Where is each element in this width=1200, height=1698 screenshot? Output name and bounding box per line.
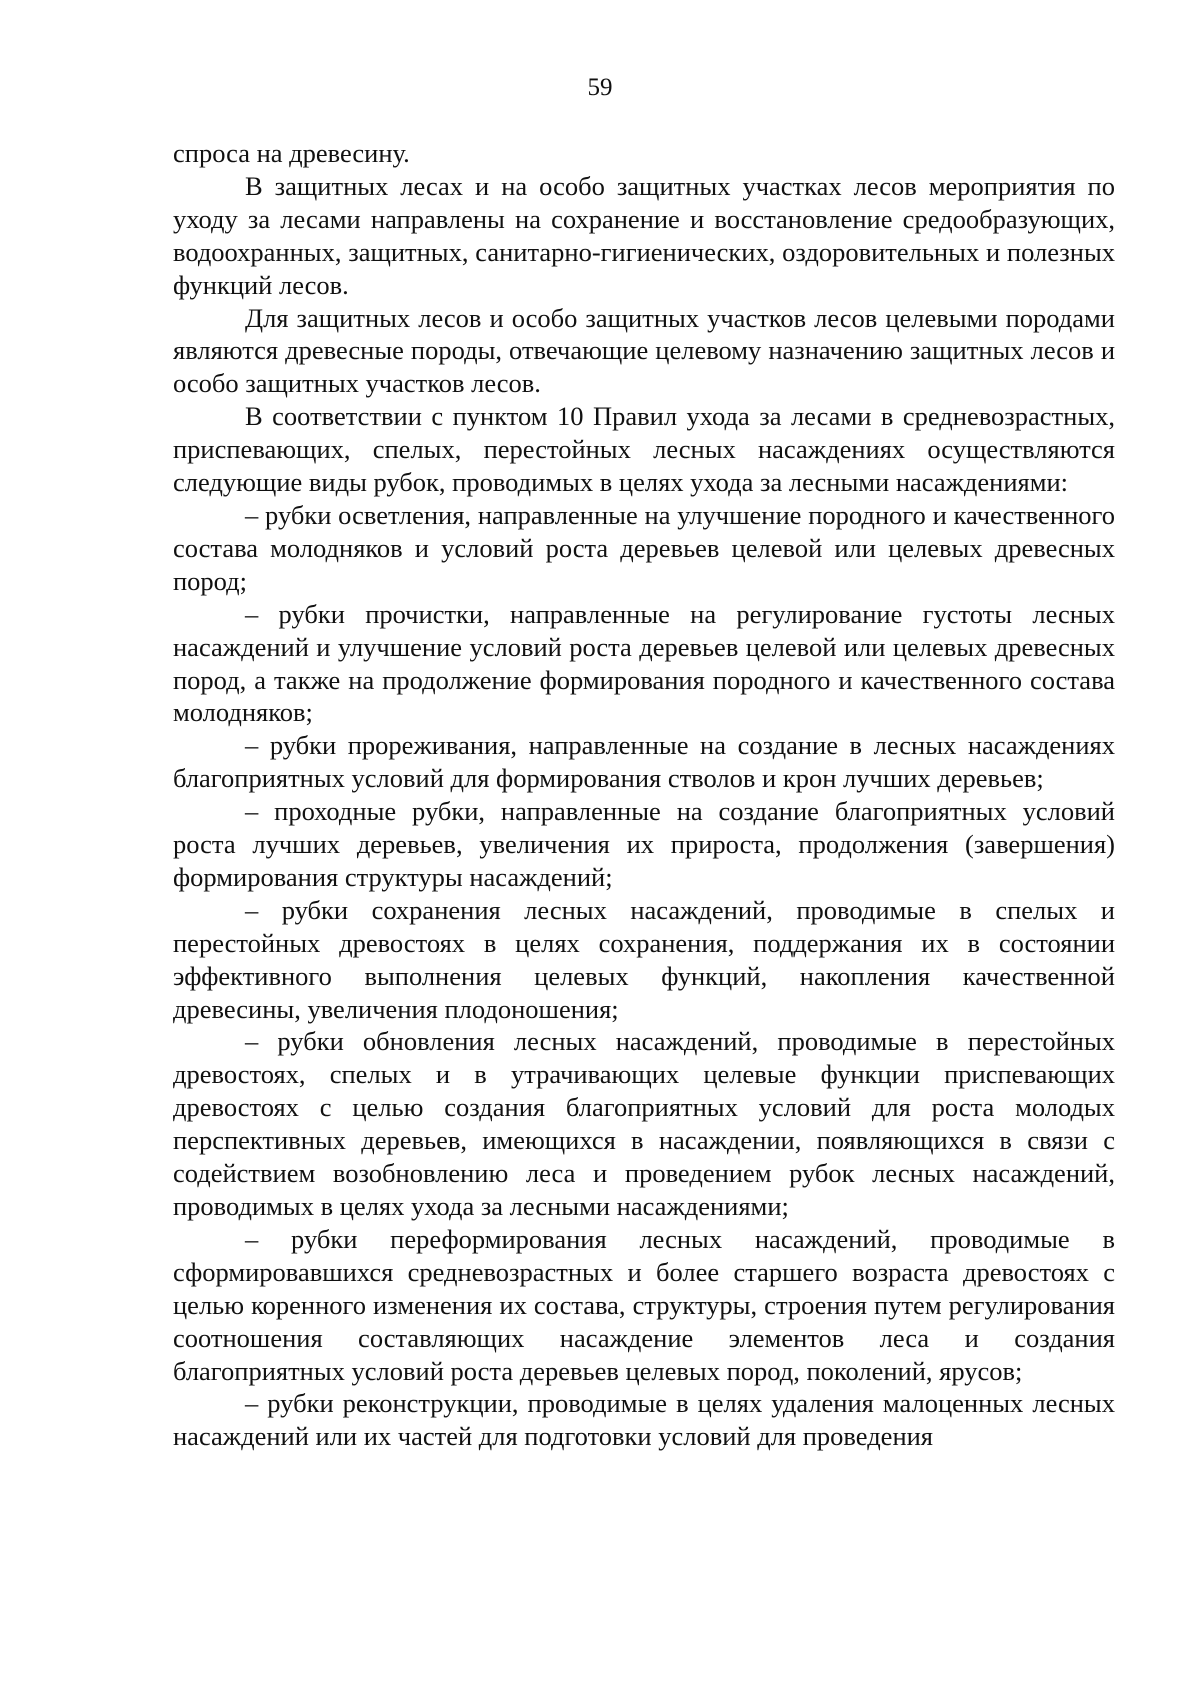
list-item-cleaning-felling: – рубки осветления, направленные на улучшение породного и качественного состава молодняков и условий роста деревьев целевой или целевых древесных пород; [173,499,1115,596]
paragraph-felling-types-intro: В соответствии с пунктом 10 Правил ухода за лесами в средневозрастных, приспевающих, спелых, перестойных лесных насаждениях осуществляются следующие виды рубок, проводимых в целях ухода за лесными насаждениями: [173,401,1115,498]
page-number: 59 [587,74,613,101]
list-item-clearing-felling: – рубки прочистки, направленные на регулирование густоты лесных насаждений и улучшение условий роста деревьев целевой или целевых древесных пород, а также на продолжение формирования породного и качественного состава молодняков; [173,598,1115,728]
list-item-reformation-felling: – рубки переформирования лесных насаждений, проводимые в сформировавшихся средневозрастных и более старшего возраста древостоях с целью коренного изменения их состава, структуры, строения путем регулирования соотношения составляющих насаждение элементов леса и создания благоприятных условий роста деревьев целевых пород, поколений, ярусов; [173,1223,1115,1386]
list-item-passage-felling: – проходные рубки, направленные на создание благоприятных условий роста лучших деревьев, увеличения их прироста, продолжения (завершения) формирования структуры насаждений; [173,796,1115,892]
list-item-reconstruction-felling: – рубки реконструкции, проводимые в целях удаления малоценных лесных насаждений или их частей для подготовки условий для проведения [173,1388,1115,1452]
document-body [173,137,1115,1453]
paragraph-continuation: спроса на древесину. [173,138,410,168]
list-item-preservation-felling: – рубки сохранения лесных насаждений, проводимые в спелых и перестойных древостоях в целях сохранения, поддержания их в состоянии эффективного выполнения целевых функций, накопления качественной древесины, увеличения плодоношения; [173,894,1115,1024]
list-item-thinning-felling: – рубки прореживания, направленные на создание в лесных насаждениях благоприятных условий для формирования стволов и крон лучших деревьев; [173,730,1115,794]
list-item-renewal-felling: – рубки обновления лесных насаждений, проводимые в перестойных древостоях, спелых и в утрачивающих целевые функции приспевающих древостоях с целью создания благоприятных условий для роста молодых перспективных деревьев, имеющихся в насаждении, появляющихся в связи с содействием возобновлению леса и проведением рубок лесных насаждений, проводимых в целях ухода за лесными насаждениями; [173,1026,1115,1221]
paragraph-target-species: Для защитных лесов и особо защитных участков лесов целевыми породами являются древесные породы, отвечающие целевому назначению защитных лесов и особо защитных участков лесов. [173,302,1115,399]
paragraph-protective-forests-care: В защитных лесах и на особо защитных участках лесов мероприятия по уходу за лесами направлены на сохранение и восстановление средообразующих, водоохранных, защитных, санитарно-гигиенических, оздоровительных и полезных функций лесов. [173,170,1115,300]
